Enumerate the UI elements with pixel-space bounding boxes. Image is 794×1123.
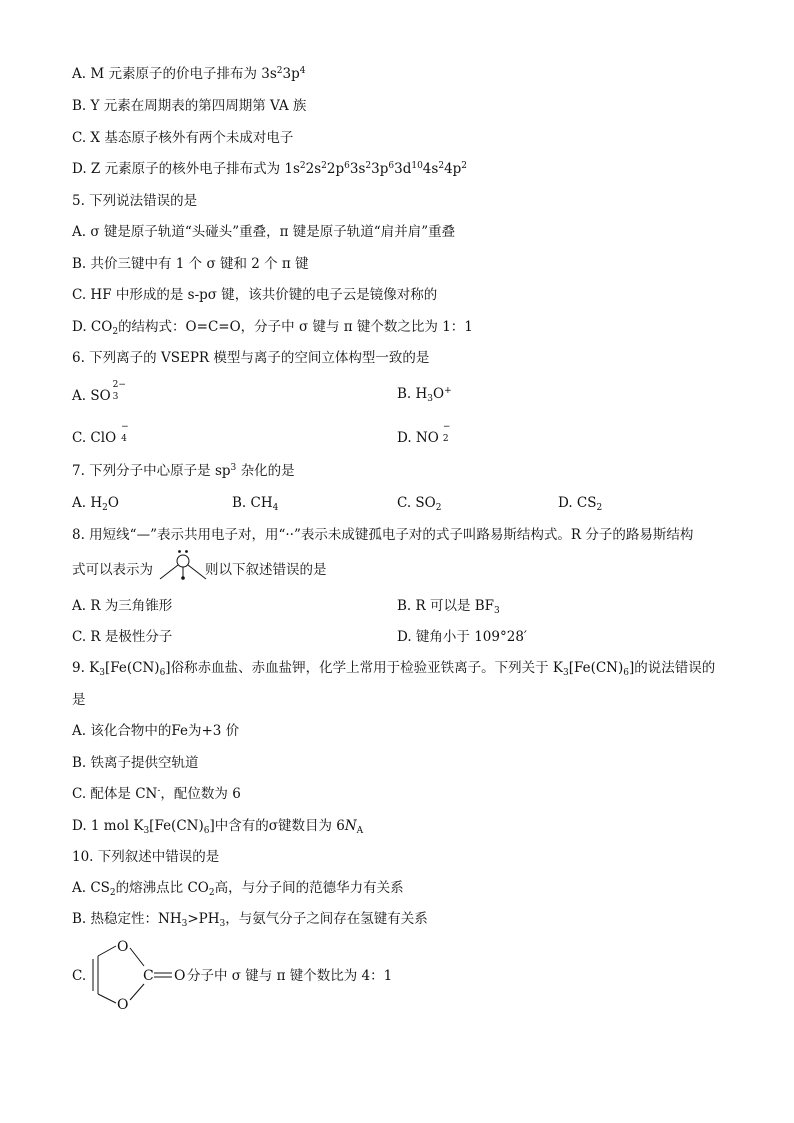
oxygen-atom-carbonyl: O (174, 968, 186, 984)
bond-line (130, 984, 144, 1000)
q7-option-a-text: A. H (72, 495, 103, 511)
q5-option-d[interactable] (72, 321, 473, 335)
q5-option-b[interactable] (72, 258, 309, 272)
superscript: + (444, 386, 452, 396)
q9-stem-text-2: 是 (72, 692, 86, 708)
q6-option-c[interactable] (72, 422, 133, 446)
q10-option-a-text: 的熔沸点比 CO (115, 880, 209, 896)
subscript: 3 (99, 668, 105, 678)
ion-charge: − (442, 422, 451, 432)
q10-option-a-text: 高，与分子间的范德华力有关系 (214, 880, 404, 896)
lone-pair-dot (185, 550, 188, 553)
q6-stem (72, 352, 429, 366)
q9-option-d-text: D. 1 mol K (72, 818, 144, 834)
q8-option-c[interactable] (72, 631, 172, 645)
q7-option-c[interactable] (397, 497, 441, 511)
q9-stem-text: ]俗称赤血盐、赤血盐钾，化学上常用于检验亚铁离子。下列关于 K (165, 660, 563, 676)
subscript: 6 (203, 826, 210, 836)
ion-script (111, 380, 126, 402)
q8-stem-text-2: 式可以表示为 (72, 562, 153, 578)
q5-option-d-text-2: 的结构式：O=C=O，分子中 σ 键与 π 键个数之比为 1：1 (118, 319, 473, 335)
subscript: 2 (596, 503, 603, 513)
subscript: 3 (143, 826, 150, 836)
q4-option-d-text: D. Z 元素原子的核外电子排布式为 1s (72, 161, 300, 177)
q9-option-c-text-2: ，配位数为 6 (160, 786, 241, 802)
superscript: 2 (276, 66, 283, 76)
subscript: 2 (208, 888, 215, 898)
bond-line (160, 565, 178, 579)
q8-stem-line1 (72, 529, 693, 543)
q10-option-c[interactable] (72, 970, 86, 984)
q5-stem (72, 195, 197, 209)
q6-option-b-text-2: O (433, 386, 445, 402)
q4-option-a-text-2: 3p (282, 66, 300, 82)
superscript: 6 (388, 161, 395, 171)
q5-option-c[interactable] (72, 289, 437, 303)
q10-stem-text: 10. 下列叙述中错误的是 (72, 849, 220, 865)
lewis-structure-diagram (156, 549, 210, 583)
q8-option-a[interactable] (72, 600, 172, 614)
q6-option-c-text: C. ClO (72, 430, 117, 446)
bond-line (98, 946, 116, 956)
avogadro-symbol: N (344, 818, 357, 834)
subscript: 4 (272, 503, 279, 513)
subscript: 6 (623, 668, 629, 678)
orbital: 3s (349, 161, 366, 177)
q10-option-b-text: B. 热稳定性：NH (72, 911, 182, 927)
subscript: 3 (181, 919, 188, 929)
q5-option-c-text: C. HF 中形成的是 s-pσ 键，该共价键的电子云是镜像对称的 (72, 287, 438, 303)
ion-subscript: 3 (112, 392, 119, 402)
subscript: 2 (102, 503, 108, 513)
superscript: 4 (299, 66, 306, 76)
orbital: 2p (326, 161, 345, 177)
ion-charge: − (121, 422, 129, 432)
orbital: 4p (444, 161, 462, 177)
ion-script (119, 422, 133, 444)
q7-option-a[interactable] (72, 497, 119, 511)
q4-option-a-text: A. M 元素原子的价电子排布为 3s (72, 66, 277, 82)
central-atom (177, 555, 189, 567)
q9-option-c-text: C. 配体是 CN (72, 786, 158, 802)
q4-option-a[interactable] (72, 68, 305, 82)
q4-option-c-text: C. X 基态原子核外有两个未成对电子 (72, 130, 294, 146)
q7-stem-text: 7. 下列分子中心原子是 sp (72, 463, 231, 479)
lone-pair-dot (178, 550, 181, 553)
superscript: 10 (411, 161, 423, 171)
subscript: 3 (494, 606, 500, 616)
q9-option-a-text: A. 该化合物中的Fe为+3 价 (72, 723, 240, 739)
q9-stem-line2 (72, 694, 86, 708)
orbital: 3p (371, 161, 389, 177)
subscript: 3 (562, 668, 569, 678)
q5-stem-text: 5. 下列说法错误的是 (72, 193, 198, 209)
q9-option-a[interactable] (72, 725, 239, 739)
superscript: 6 (344, 161, 350, 171)
q9-stem-text: [Fe(CN) (568, 660, 624, 676)
superscript: 2 (321, 161, 327, 171)
q10-option-c-text: 分子中 σ 键与 π 键个数比为 4：1 (187, 968, 393, 984)
q7-option-b-text: B. CH (232, 495, 273, 511)
q8-stem-text: 8. 用短线“—”表示共用电子对，用“··”表示未成键孤电子对的式子叫路易斯结构式。R 分子的路易斯结构 (72, 527, 694, 543)
superscript: 2 (299, 161, 306, 171)
q7-option-d-text: D. CS (558, 495, 597, 511)
q10-option-a-text: A. CS (72, 880, 110, 896)
q6-option-d[interactable] (397, 422, 455, 446)
q6-option-d-text: D. NO (397, 430, 439, 446)
subscript: 2 (109, 888, 116, 898)
q9-stem-text: 9. K (72, 660, 100, 676)
q10-option-b[interactable] (72, 913, 428, 927)
q10-stem (72, 851, 219, 865)
terminal-atom (181, 576, 185, 580)
ion-subscript: 2 (442, 434, 449, 444)
bond-line (98, 994, 116, 1003)
ion-charge: 2− (112, 380, 126, 390)
q4-option-d[interactable] (72, 163, 467, 177)
orbital: 3d (394, 161, 412, 177)
q6-option-b[interactable] (397, 388, 452, 402)
q7-option-a-text-2: O (107, 495, 119, 511)
q9-stem-line1 (72, 662, 715, 676)
q8-option-d-text: D. 键角小于 109°28′ (397, 629, 527, 645)
carbon-atom: C (143, 968, 154, 984)
q9-stem-text: ]的说法错误的 (628, 660, 716, 676)
q5-option-a-text: A. σ 键是原子轨道“头碰头”重叠，π 键是原子轨道“肩并肩”重叠 (72, 224, 456, 240)
q8-option-a-text: A. R 为三角锥形 (72, 598, 173, 614)
superscript: 2 (365, 161, 372, 171)
q6-option-a-text: A. SO (72, 388, 111, 404)
q8-option-b-text: B. R 可以是 BF (397, 598, 495, 614)
subscript: A (356, 826, 364, 836)
q5-option-b-text: B. 共价三键中有 1 个 σ 键和 2 个 π 键 (72, 256, 309, 272)
bond-line (188, 565, 206, 579)
subscript: 6 (159, 668, 166, 678)
q7-option-c-text: C. SO (397, 495, 436, 511)
q9-option-d-text: [Fe(CN) (149, 818, 204, 834)
q8-option-d[interactable] (397, 631, 527, 645)
q4-option-b-text: B. Y 元素在周期表的第四周期第 VA 族 (72, 98, 307, 114)
q9-stem-text: [Fe(CN) (105, 660, 160, 676)
q5-option-d-text: D. CO (72, 319, 113, 335)
q10-option-b-text: >PH (187, 911, 220, 927)
q10-option-b-text: ，与氨气分子之间存在氢键有关系 (225, 911, 428, 927)
q8-option-c-text: C. R 是极性分子 (72, 629, 173, 645)
subscript: 2 (112, 327, 119, 337)
superscript: 3 (230, 463, 237, 473)
q7-stem-text-2: 杂化的是 (236, 463, 295, 479)
q7-option-b[interactable] (232, 497, 278, 511)
q9-option-b-text: B. 铁离子提供空轨道 (72, 755, 199, 771)
q7-option-d[interactable] (558, 497, 602, 511)
vinylene-carbonate-structure (86, 936, 192, 1012)
subscript: 3 (219, 919, 226, 929)
q9-option-b[interactable] (72, 757, 199, 771)
q9-option-c[interactable] (72, 788, 241, 802)
ion-script (441, 422, 455, 444)
q9-option-d[interactable] (72, 820, 363, 834)
orbital: 2s (305, 161, 322, 177)
bond-line (130, 948, 144, 966)
superscript: 2 (438, 161, 445, 171)
subscript: 3 (427, 394, 434, 404)
q4-option-c[interactable] (72, 132, 293, 146)
q10-option-c-label: C. (72, 968, 87, 984)
q10-option-a[interactable] (72, 882, 404, 896)
superscript: - (157, 786, 161, 796)
ion-subscript: 4 (121, 434, 127, 444)
superscript: 2 (461, 161, 468, 171)
q10-option-c-text-wrap (187, 970, 392, 984)
oxygen-atom-bottom: O (117, 997, 129, 1012)
subscript: 2 (435, 503, 442, 513)
q8-stem-text-3: 则以下叙述错误的是 (205, 562, 327, 578)
q6-option-a[interactable] (72, 380, 126, 404)
orbital: 4s (422, 161, 439, 177)
q8-option-b[interactable] (397, 600, 500, 614)
q9-option-d-text: ]中含有的σ键数目为 6 (209, 818, 345, 834)
q7-stem (72, 465, 295, 479)
q5-option-a[interactable] (72, 226, 455, 240)
q6-stem-text: 6. 下列离子的 VSEPR 模型与离子的空间立体构型一致的是 (72, 350, 430, 366)
q6-option-b-text: B. H (397, 386, 428, 402)
oxygen-atom-top: O (117, 939, 129, 955)
q4-option-b[interactable] (72, 100, 306, 114)
